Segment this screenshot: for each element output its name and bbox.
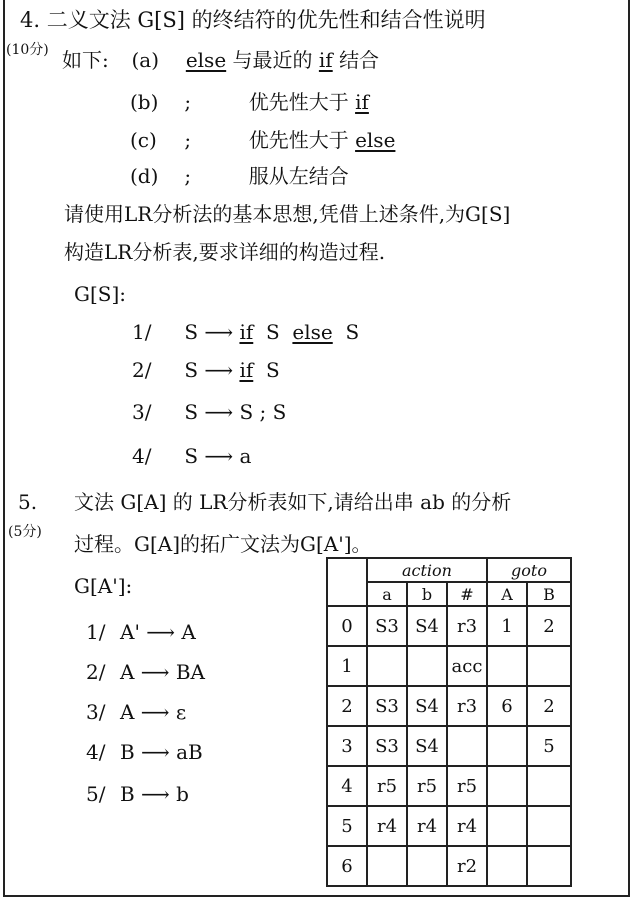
table-cell: r4 bbox=[407, 806, 447, 846]
table-cell bbox=[447, 726, 487, 766]
state-cell: 0 bbox=[327, 606, 367, 646]
q4-rule-2: 2/ S ⟶ if S bbox=[132, 358, 280, 382]
state-cell: 5 bbox=[327, 806, 367, 846]
table-cell bbox=[487, 646, 527, 686]
q4-rule-1: 1/ S ⟶ if S else S bbox=[132, 320, 360, 344]
goto-header: goto bbox=[487, 558, 571, 582]
table-row bbox=[327, 766, 571, 806]
table-cell bbox=[487, 766, 527, 806]
state-cell: 2 bbox=[327, 686, 367, 726]
table-row bbox=[327, 646, 571, 686]
table-cell bbox=[487, 846, 527, 886]
q5-grammar-title: G[A']: bbox=[74, 574, 133, 598]
col-header-B: B bbox=[527, 582, 571, 606]
table-cell bbox=[527, 846, 571, 886]
q4-item-b-label: (b) bbox=[130, 90, 159, 114]
q4-rule-3: 3/ S ⟶ S ; S bbox=[132, 400, 287, 424]
q4-rule-4: 4/ S ⟶ a bbox=[132, 444, 252, 468]
table-cell: acc bbox=[447, 646, 487, 686]
q4-item-a-post: 结合 bbox=[339, 48, 380, 72]
table-cell: r5 bbox=[367, 766, 407, 806]
table-cell: S4 bbox=[407, 686, 447, 726]
table-cell bbox=[487, 806, 527, 846]
table-cell: r5 bbox=[407, 766, 447, 806]
table-cell: S4 bbox=[407, 726, 447, 766]
table-cell: S4 bbox=[407, 606, 447, 646]
table-cell: 2 bbox=[527, 606, 571, 646]
table-cell: 2 bbox=[527, 686, 571, 726]
q4-request-line2: 构造LR分析表,要求详细的构造过程. bbox=[64, 240, 386, 264]
col-header-b: b bbox=[407, 582, 447, 606]
col-header-hash: # bbox=[447, 582, 487, 606]
q4-item-a-mid: 与最近的 bbox=[232, 48, 313, 72]
q5-rule-3: 3/ A ⟶ ε bbox=[86, 700, 187, 724]
table-row bbox=[327, 726, 571, 766]
state-cell: 3 bbox=[327, 726, 367, 766]
lr-table bbox=[326, 557, 572, 887]
q4-item-a-label: (a) bbox=[131, 48, 159, 72]
q4-request-line1: 请使用LR分析法的基本思想,凭借上述条件,为G[S] bbox=[64, 202, 511, 226]
q4-item-c-label: (c) bbox=[130, 128, 157, 152]
q4-intro: 如下: bbox=[62, 48, 109, 72]
q4-grammar-title: G[S]: bbox=[74, 282, 127, 306]
q5-rule-1: 1/ A' ⟶ A bbox=[86, 620, 196, 644]
table-cell bbox=[487, 726, 527, 766]
q4-item-b: (b) ; 优先性大于 if bbox=[130, 90, 369, 114]
table-cell: r3 bbox=[447, 686, 487, 726]
table-cell: S3 bbox=[367, 686, 407, 726]
q5-score: (5分) bbox=[8, 524, 42, 540]
q4-item-a-if: if bbox=[318, 48, 333, 72]
table-cell: 5 bbox=[527, 726, 571, 766]
table-corner bbox=[327, 558, 367, 606]
col-header-A: A bbox=[487, 582, 527, 606]
q4-item-c: (c) ; 优先性大于 else bbox=[130, 128, 396, 152]
state-cell: 1 bbox=[327, 646, 367, 686]
q5-rule-5: 5/ B ⟶ b bbox=[86, 782, 189, 806]
table-cell: r2 bbox=[447, 846, 487, 886]
table-cell bbox=[407, 646, 447, 686]
state-cell: 4 bbox=[327, 766, 367, 806]
table-cell: 6 bbox=[487, 686, 527, 726]
q4-item-a bbox=[62, 48, 379, 72]
q4-item-a-else: else bbox=[185, 48, 227, 72]
table-cell bbox=[367, 846, 407, 886]
q4-item-d-label: (d) bbox=[130, 164, 159, 188]
table-row bbox=[327, 686, 571, 726]
table-row bbox=[327, 606, 571, 646]
table-cell: 1 bbox=[487, 606, 527, 646]
q4-title: 4. 二义文法 G[S] 的终结符的优先性和结合性说明 bbox=[20, 8, 486, 32]
q4-item-d: (d) ; 服从左结合 bbox=[130, 164, 349, 188]
q5-line2: 过程。G[A]的拓广文法为G[A']。 bbox=[74, 532, 372, 556]
table-cell: r3 bbox=[447, 606, 487, 646]
table-row bbox=[327, 806, 571, 846]
q4-score: (10分) bbox=[6, 42, 49, 58]
action-header: action bbox=[367, 558, 487, 582]
state-cell: 6 bbox=[327, 846, 367, 886]
q5-rule-2: 2/ A ⟶ BA bbox=[86, 660, 205, 684]
table-cell bbox=[367, 646, 407, 686]
table-cell: S3 bbox=[367, 606, 407, 646]
table-cell bbox=[407, 846, 447, 886]
q5-rule-4: 4/ B ⟶ aB bbox=[86, 740, 203, 764]
q5-number: 5. bbox=[18, 490, 38, 514]
table-row bbox=[327, 846, 571, 886]
table-cell bbox=[527, 806, 571, 846]
q5-line1: 文法 G[A] 的 LR分析表如下,请给出串 ab 的分析 bbox=[74, 490, 512, 514]
table-cell: r4 bbox=[367, 806, 407, 846]
table-cell bbox=[527, 646, 571, 686]
table-cell: r4 bbox=[447, 806, 487, 846]
table-cell bbox=[527, 766, 571, 806]
table-cell: S3 bbox=[367, 726, 407, 766]
table-cell: r5 bbox=[447, 766, 487, 806]
col-header-a: a bbox=[367, 582, 407, 606]
